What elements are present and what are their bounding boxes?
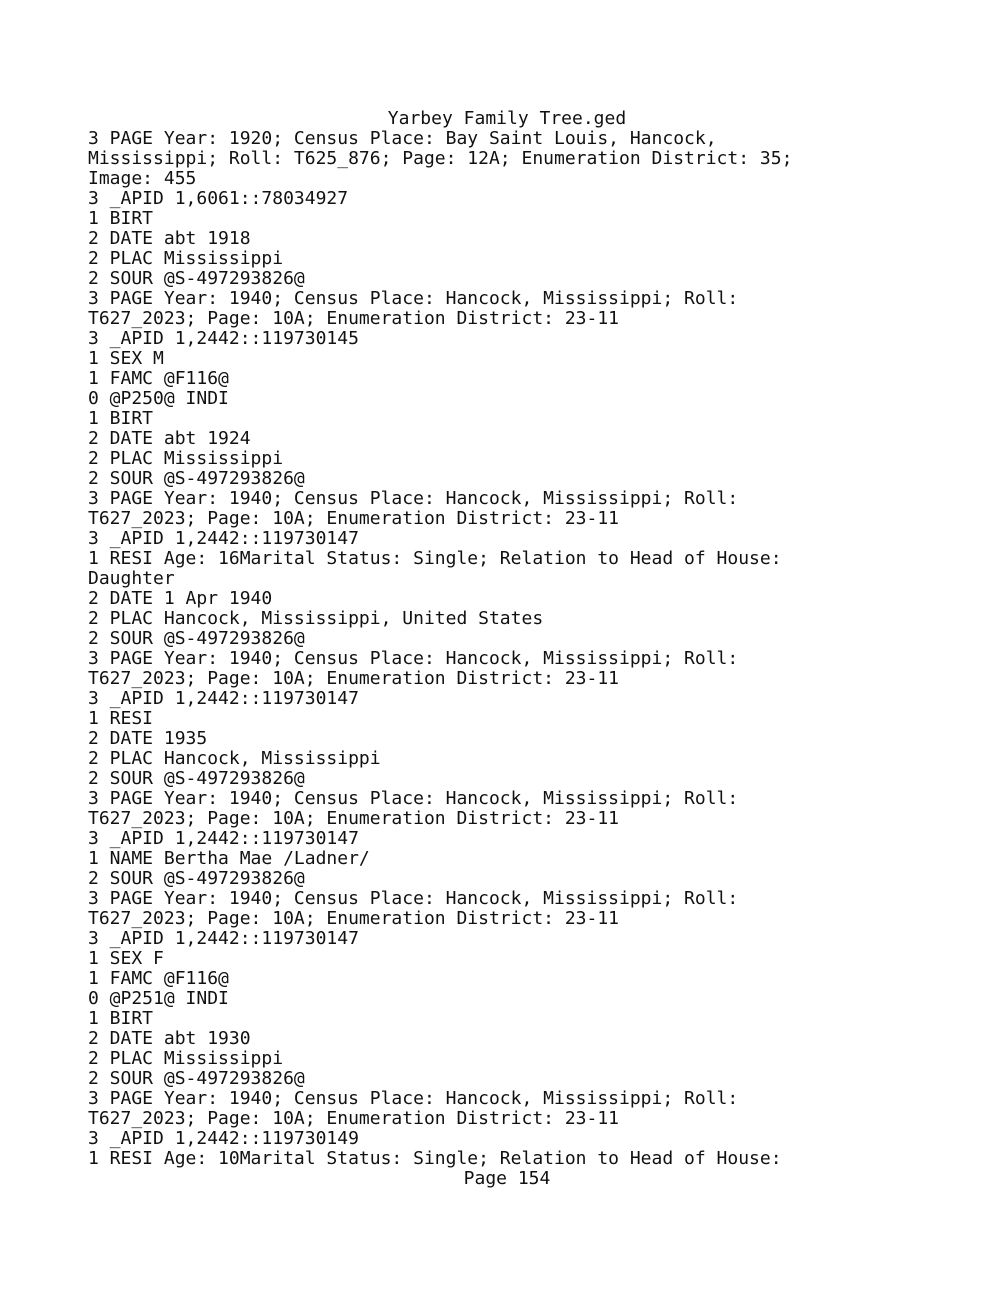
gedcom-line: 2 DATE abt 1930 (88, 1028, 251, 1049)
gedcom-line: 3 PAGE Year: 1940; Census Place: Hancock, Mississippi; Roll: (88, 288, 739, 309)
gedcom-line: 2 PLAC Mississippi (88, 1048, 284, 1069)
gedcom-line: 1 BIRT (88, 208, 154, 229)
gedcom-line: T627_2023; Page: 10A; Enumeration District: 23-11 (88, 308, 620, 329)
gedcom-line: 2 SOUR @S-497293826@ (88, 868, 305, 889)
gedcom-line: T627_2023; Page: 10A; Enumeration District: 23-11 (88, 668, 620, 689)
gedcom-line: 2 SOUR @S-497293826@ (88, 1068, 305, 1089)
gedcom-line: 1 FAMC @F116@ (88, 968, 229, 989)
gedcom-line: 3 _APID 1,2442::119730147 (88, 828, 359, 849)
gedcom-line: 1 RESI Age: 16Marital Status: Single; Relation to Head of House: (88, 548, 782, 569)
gedcom-line: 2 SOUR @S-497293826@ (88, 628, 305, 649)
gedcom-line: T627_2023; Page: 10A; Enumeration District: 23-11 (88, 1108, 620, 1129)
gedcom-line: 2 DATE abt 1924 (88, 428, 251, 449)
gedcom-line: 3 PAGE Year: 1940; Census Place: Hancock, Mississippi; Roll: (88, 1088, 739, 1109)
gedcom-line: T627_2023; Page: 10A; Enumeration District: 23-11 (88, 508, 620, 529)
gedcom-line: 1 NAME Bertha Mae /Ladner/ (88, 848, 370, 869)
gedcom-line: 2 PLAC Mississippi (88, 448, 284, 469)
gedcom-line: 1 FAMC @F116@ (88, 368, 229, 389)
gedcom-line: 3 PAGE Year: 1920; Census Place: Bay Saint Louis, Hancock, (88, 128, 717, 149)
gedcom-line: 1 RESI (88, 708, 154, 729)
gedcom-line: 1 SEX F (88, 948, 164, 969)
gedcom-line: 1 BIRT (88, 408, 154, 429)
gedcom-line: 0 @P251@ INDI (88, 988, 229, 1009)
gedcom-record-body (88, 129, 968, 1169)
gedcom-line: Image: 455 (88, 168, 197, 189)
gedcom-line: 3 _APID 1,2442::119730147 (88, 528, 359, 549)
gedcom-line: 3 PAGE Year: 1940; Census Place: Hancock, Mississippi; Roll: (88, 648, 739, 669)
gedcom-line: 1 RESI Age: 10Marital Status: Single; Relation to Head of House: (88, 1148, 782, 1169)
gedcom-line: Daughter (88, 568, 175, 589)
gedcom-line: 2 SOUR @S-497293826@ (88, 468, 305, 489)
document-title: Yarbey Family Tree.ged (387, 108, 627, 129)
gedcom-line: 2 SOUR @S-497293826@ (88, 268, 305, 289)
gedcom-line: 2 DATE abt 1918 (88, 228, 251, 249)
gedcom-line: 3 PAGE Year: 1940; Census Place: Hancock, Mississippi; Roll: (88, 888, 739, 909)
page-number: Page 154 (463, 1168, 551, 1189)
gedcom-line: 1 SEX M (88, 348, 164, 369)
gedcom-line: 3 _APID 1,2442::119730147 (88, 928, 359, 949)
gedcom-line: 2 DATE 1935 (88, 728, 208, 749)
gedcom-line: 3 _APID 1,2442::119730145 (88, 328, 359, 349)
gedcom-line: 2 DATE 1 Apr 1940 (88, 588, 273, 609)
gedcom-line: 3 _APID 1,2442::119730149 (88, 1128, 359, 1149)
gedcom-line: Mississippi; Roll: T625_876; Page: 12A; Enumeration District: 35; (88, 148, 793, 169)
gedcom-line: 3 PAGE Year: 1940; Census Place: Hancock, Mississippi; Roll: (88, 788, 739, 809)
gedcom-line: 2 PLAC Mississippi (88, 248, 284, 269)
gedcom-line: 2 PLAC Hancock, Mississippi (88, 748, 381, 769)
gedcom-line: 3 PAGE Year: 1940; Census Place: Hancock, Mississippi; Roll: (88, 488, 739, 509)
gedcom-line: 3 _APID 1,6061::78034927 (88, 188, 349, 209)
gedcom-line: T627_2023; Page: 10A; Enumeration District: 23-11 (88, 808, 620, 829)
gedcom-line: 0 @P250@ INDI (88, 388, 229, 409)
gedcom-line: 2 PLAC Hancock, Mississippi, United States (88, 608, 544, 629)
gedcom-line: 3 _APID 1,2442::119730147 (88, 688, 359, 709)
gedcom-line: T627_2023; Page: 10A; Enumeration District: 23-11 (88, 908, 620, 929)
gedcom-line: 2 SOUR @S-497293826@ (88, 768, 305, 789)
gedcom-line: 1 BIRT (88, 1008, 154, 1029)
